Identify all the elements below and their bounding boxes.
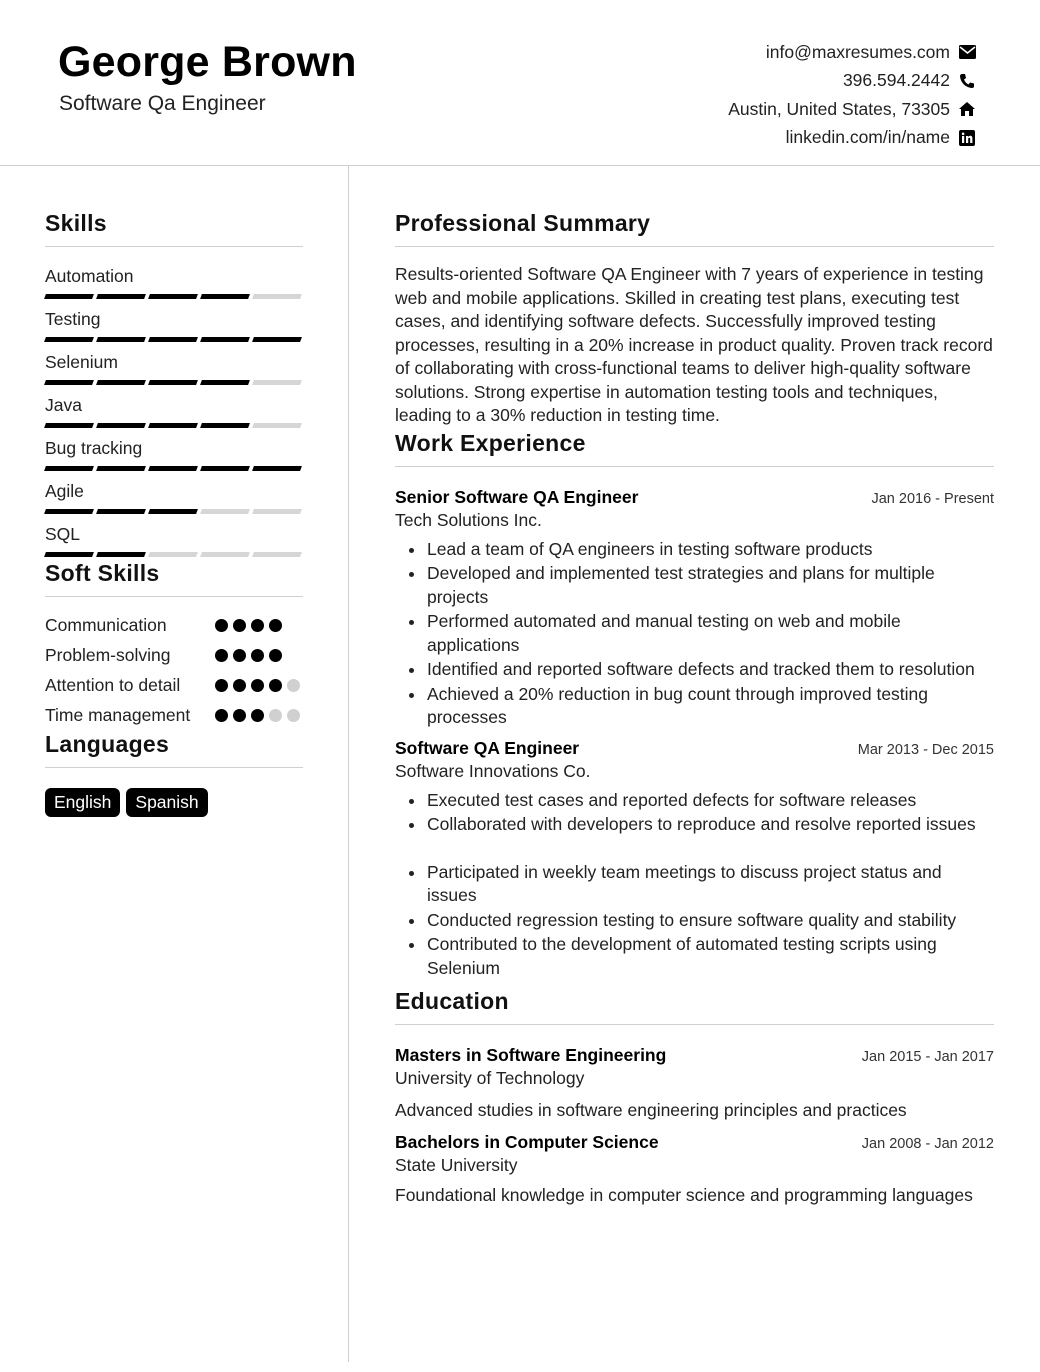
skill-level-segment [148,294,198,299]
job-bullets [395,538,994,730]
resume-header [0,0,1040,166]
education-description: Advanced studies in software engineering principles and practices [395,1100,907,1120]
skill-level-segment [96,509,146,514]
rating-dot [269,679,282,692]
contact-email[interactable] [728,38,976,67]
skill-name: Automation [45,266,134,286]
candidate-name: George Brown [58,38,357,86]
contact-list [728,38,976,152]
rating-dot [215,709,228,722]
skill-item [45,265,303,308]
rating-dot [215,649,228,662]
soft-skills-heading: Soft Skills [45,560,303,597]
skill-level-segment [148,509,198,514]
experience-heading: Work Experience [395,430,994,467]
soft-skill-item [45,703,303,727]
skill-level-segment [44,552,94,557]
skill-level-segment [96,337,146,342]
job-dates: Mar 2013 - Dec 2015 [857,741,994,758]
contact-linkedin-text[interactable]: linkedin.com/in/name [785,127,950,148]
job-header [395,487,994,508]
job-bullet: Participated in weekly team meetings to discuss project status and issues [395,861,994,908]
skill-level-segment [200,294,250,299]
skill-item [45,394,303,437]
education-dates: Jan 2015 - Jan 2017 [861,1049,994,1065]
soft-skill-name: Attention to detail [45,675,181,695]
rating-dot [233,709,246,722]
education-dates: Jan 2008 - Jan 2012 [861,1136,994,1152]
soft-skill-name: Problem-solving [45,645,171,665]
skill-item [45,437,303,480]
skill-level-bar [45,466,303,471]
education-header [395,1132,994,1153]
skill-level-segment [44,337,94,342]
skill-name: Selenium [45,352,118,372]
job-bullet: Executed test cases and reported defects for software releases [395,789,994,813]
skill-level-segment [200,509,250,514]
skill-level-segment [252,509,302,514]
language-badge: English [45,788,120,817]
skill-level-segment [44,509,94,514]
languages-list [45,788,303,817]
contact-phone[interactable] [728,67,976,96]
contact-email-text[interactable]: info@maxresumes.com [765,41,950,62]
skill-level-segment [252,337,302,342]
job-bullet: Collaborated with developers to reproduce and resolve reported issues [395,813,994,837]
skill-level-segment [148,423,198,428]
home-icon [958,100,976,118]
left-column [45,210,303,817]
skill-level-segment [44,294,94,299]
skill-level-bar [45,509,303,514]
summary-text: Results-oriented Software QA Engineer with 7 years of experience in testing web and mobile applications. Skilled in creating test plans, executing test cases, and identifying software defects. Successfully improved testing processes, resulting in a 20% increase in product quality. Proven track record of collaborating with cross-functional teams to deliver high-quality software solutions. Strong expertise in automation testing tools and techniques, leading to a 30% reduction in testing time. [395,264,993,425]
skills-heading: Skills [45,210,303,247]
language-badge: Spanish [126,788,207,817]
skill-level-segment [96,466,146,471]
job-company: Software Innovations Co. [395,760,591,781]
skill-name: Testing [45,309,101,329]
skill-level-segment [44,466,94,471]
skill-level-segment [96,552,146,557]
skill-level-segment [96,423,146,428]
education-school: State University [395,1155,518,1175]
soft-skill-item [45,673,303,697]
job-entry [395,487,994,730]
education-heading: Education [395,988,994,1025]
skill-level-segment [96,294,146,299]
education-list [395,1045,994,1207]
skill-name: Java [45,395,82,415]
skills-list [45,265,303,566]
job-bullet: Performed automated and manual testing on web and mobile applications [395,610,994,657]
soft-skill-name: Communication [45,615,167,635]
skill-level-segment [252,294,302,299]
rating-dot [269,649,282,662]
skill-level-segment [200,552,250,557]
candidate-title: Software Qa Engineer [59,92,266,115]
skill-level-segment [252,552,302,557]
skill-level-segment [200,380,250,385]
contact-linkedin[interactable] [728,124,976,153]
skill-level-segment [200,337,250,342]
skill-level-bar [45,380,303,385]
rating-dot [233,679,246,692]
rating-dot [251,619,264,632]
job-header [395,738,994,759]
skill-item [45,480,303,523]
rating-dot [287,709,300,722]
rating-dot [269,619,282,632]
right-column [395,210,994,1217]
soft-skill-item [45,643,303,667]
soft-skill-rating [215,673,303,697]
skill-level-segment [148,380,198,385]
skill-level-segment [252,380,302,385]
soft-skills-list [45,613,303,727]
skill-item [45,308,303,351]
rating-dot [215,619,228,632]
skill-level-segment [96,380,146,385]
skill-level-segment [200,423,250,428]
rating-dot [251,649,264,662]
skill-level-segment [252,466,302,471]
summary-heading: Professional Summary [395,210,994,247]
skill-level-bar [45,294,303,299]
job-role: Senior Software QA Engineer [395,486,639,507]
skill-name: SQL [45,524,81,544]
job-role: Software QA Engineer [395,737,580,758]
job-bullet: Developed and implemented test strategies and plans for multiple projects [395,562,994,609]
job-bullet: Identified and reported software defects and tracked them to resolution [395,658,994,682]
rating-dot [233,649,246,662]
skill-level-bar [45,337,303,342]
soft-skill-rating [215,703,303,727]
skill-level-segment [252,423,302,428]
soft-skill-item [45,613,303,637]
job-bullet: Achieved a 20% reduction in bug count through improved testing processes [395,683,994,730]
job-bullet: Conducted regression testing to ensure software quality and stability [395,909,994,933]
skill-level-segment [148,337,198,342]
rating-dot [269,709,282,722]
skill-level-bar [45,552,303,557]
linkedin-icon [958,129,976,147]
education-degree: Bachelors in Computer Science [395,1132,659,1152]
soft-skill-rating [215,613,303,637]
education-degree: Masters in Software Engineering [395,1045,667,1065]
education-entry [395,1132,994,1207]
skill-item [45,351,303,394]
contact-phone-text[interactable]: 396.594.2442 [842,70,950,91]
skill-level-segment [148,552,198,557]
education-header [395,1045,994,1066]
skill-level-segment [44,423,94,428]
rating-dot [215,679,228,692]
soft-skill-name: Time management [45,705,191,725]
job-entry [395,738,994,981]
job-bullets [395,789,994,981]
skill-level-bar [45,423,303,428]
job-company: Tech Solutions Inc. [395,509,542,530]
job-bullet: Lead a team of QA engineers in testing software products [395,538,994,562]
phone-icon [958,72,976,90]
education-school: University of Technology [395,1068,585,1088]
rating-dot [251,679,264,692]
skill-level-segment [148,466,198,471]
job-bullet: Contributed to the development of automated testing scripts using Selenium [395,933,994,980]
contact-location [728,95,976,124]
contact-location-text: Austin, United States, 73305 [728,98,950,119]
education-description: Foundational knowledge in computer science and programming languages [395,1185,973,1205]
skill-name: Bug tracking [45,438,143,458]
skill-name: Agile [45,481,84,501]
envelope-icon [958,43,976,61]
rating-dot [287,679,300,692]
education-entry [395,1045,994,1122]
skill-level-segment [200,466,250,471]
rating-dot [233,619,246,632]
skill-level-segment [44,380,94,385]
rating-dot [251,709,264,722]
soft-skill-rating [215,643,303,667]
column-divider [348,166,349,1362]
languages-heading: Languages [45,731,303,768]
experience-list [395,487,994,981]
job-dates: Jan 2016 - Present [871,490,994,507]
